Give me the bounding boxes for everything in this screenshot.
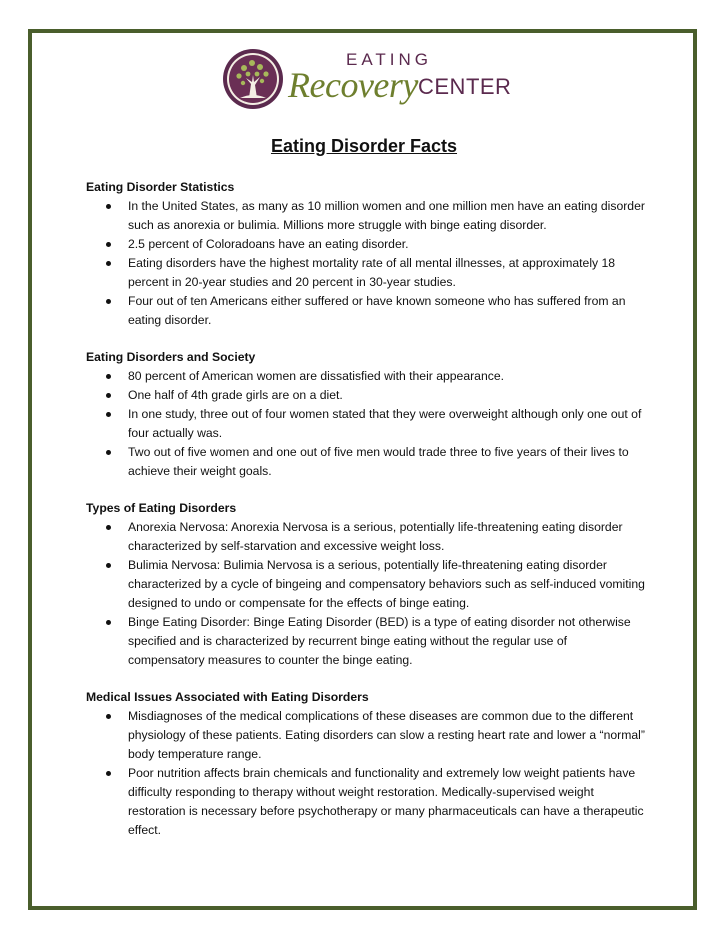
section-types (86, 499, 646, 670)
list-item: Eating disorders have the highest mortality rate of all mental illnesses, at approximately 18 percent in 20-year studies and 20 percent in 30-year studies. (86, 254, 646, 292)
list-item: One half of 4th grade girls are on a diet. (86, 386, 646, 405)
document-body (86, 178, 646, 858)
section-heading: Medical Issues Associated with Eating Disorders (86, 690, 369, 704)
logo-word-eating: EATING (346, 50, 433, 69)
document-title: Eating Disorder Facts (270, 136, 458, 156)
section-medical-issues (86, 688, 646, 840)
section-society (86, 348, 646, 481)
bullet-list (86, 518, 646, 670)
list-item: Misdiagnoses of the medical complications of these diseases are common due to the different physiology of these patients. Eating disorders can slow a resting heart rate and lower a “normal” body temperature range. (86, 707, 646, 764)
list-item: 2.5 percent of Coloradoans have an eating disorder. (86, 235, 646, 254)
eating-recovery-center-logo (222, 48, 512, 110)
list-item: Poor nutrition affects brain chemicals and functionality and extremely low weight patients have difficulty responding to therapy without weight restoration. Medically-supervised weight restoration is necessary before psychotherapy or many pharmaceuticals can have a therapeutic effect. (86, 764, 646, 840)
bullet-list (86, 197, 646, 330)
logo-word-recovery: Recovery (288, 65, 418, 105)
list-item: In the United States, as many as 10 million women and one million men have an eating disorder such as anorexia or bulimia. Millions more struggle with binge eating disorder. (86, 197, 646, 235)
section-statistics (86, 178, 646, 330)
list-item: Two out of five women and one out of five men would trade three to five years of their lives to achieve their weight goals. (86, 443, 646, 481)
list-item: 80 percent of American women are dissatisfied with their appearance. (86, 367, 646, 386)
bullet-list (86, 707, 646, 840)
list-item: Binge Eating Disorder: Binge Eating Disorder (BED) is a type of eating disorder not otherwise specified and is characterized by recurrent binge eating without the regular use of compensatory measures to counter the binge eating. (86, 613, 646, 670)
section-heading: Eating Disorders and Society (86, 350, 256, 364)
list-item: Bulimia Nervosa: Bulimia Nervosa is a serious, potentially life-threatening eating disorder characterized by a cycle of bingeing and compensatory behaviors such as self-induced vomiting designed to undo or compensate for the effects of binge eating. (86, 556, 646, 613)
section-heading: Eating Disorder Statistics (86, 180, 235, 194)
bullet-list (86, 367, 646, 481)
list-item: Four out of ten Americans either suffered or have known someone who has suffered from an eating disorder. (86, 292, 646, 330)
list-item: Anorexia Nervosa: Anorexia Nervosa is a serious, potentially life-threatening eating disorder characterized by self-starvation and excessive weight loss. (86, 518, 646, 556)
section-heading: Types of Eating Disorders (86, 501, 237, 515)
tree-logo-icon (222, 48, 284, 110)
list-item: In one study, three out of four women stated that they were overweight although only one out of four actually was. (86, 405, 646, 443)
logo-word-center: CENTER (418, 74, 512, 99)
